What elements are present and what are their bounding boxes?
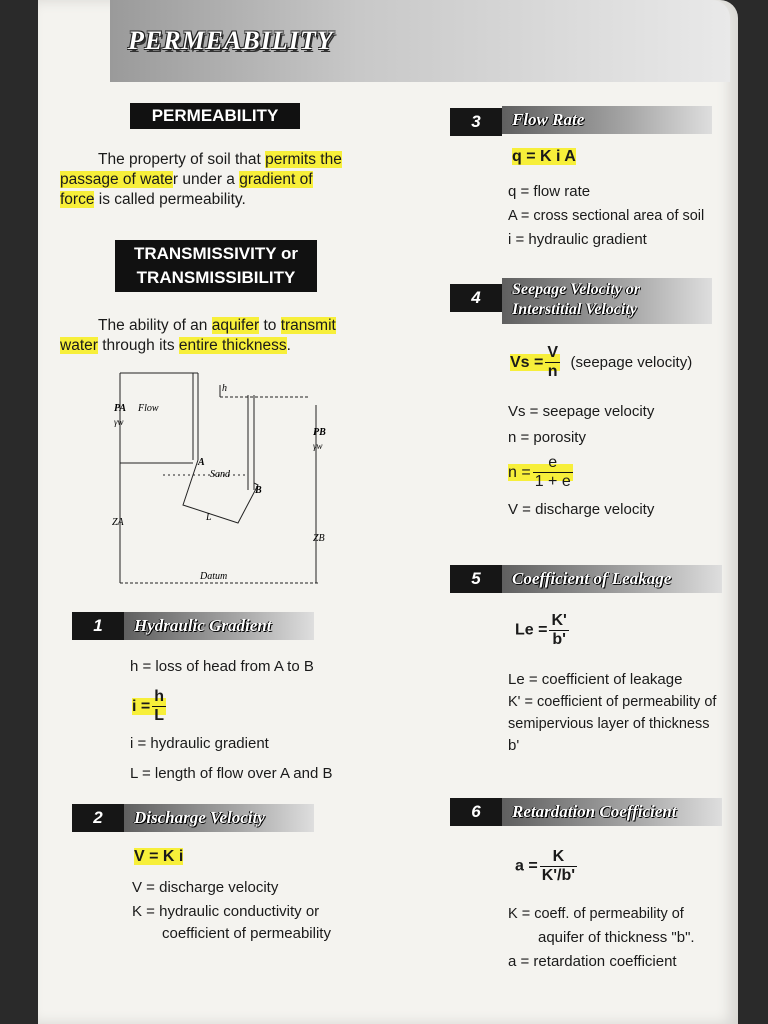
s2-line3: coefficient of permeability [162,925,331,942]
section-6-title: Retardation Coefficient [502,798,722,826]
section-2-title: Discharge Velocity [124,804,314,832]
discharge-velocity-formula: V = K i [134,848,184,865]
section-3-title: Flow Rate [502,106,712,134]
hydraulic-gradient-formula: i = $\frac{h}{L}$ [132,688,165,724]
s6-line2: aquifer of thickness "b". [538,929,695,946]
diagram-a-label: A [198,457,205,468]
diagram-l-label: L [206,512,212,523]
diagram-pa-label: PA [114,403,127,414]
section-4-title: Seepage Velocity or Interstitial Velocity [502,278,712,324]
s5-line4: b' [508,737,520,754]
section-3-number: 3 [450,108,502,136]
s5-line3: semipervious layer of thickness [508,716,710,732]
retardation-formula: a = $\frac{K}{K'/b'}$ [515,848,576,884]
section-1-title: Hydraulic Gradient [124,612,314,640]
diagram-b-label: B [255,485,262,496]
s1-line1: h = loss of head from A to B [130,658,314,675]
s6-line3: a = retardation coefficient [508,953,677,970]
section-5-number: 5 [450,565,502,593]
transmissivity-heading: TRANSMISSIVITY or TRANSMISSIBILITY [115,240,317,292]
leakage-formula: Le = $\frac{K'}{b'}$ [515,612,567,648]
transmissivity-definition: The ability of an aquifer to transmit water through its entire thickness. [60,317,336,354]
diagram-flow-label: Flow [138,403,159,414]
porosity-formula: n = $\frac{e}{1 + e}$ [508,454,571,490]
diagram-gw-a-label: γw [114,417,124,427]
section-4-number: 4 [450,284,502,312]
s5-line1: Le = coefficient of leakage [508,671,683,688]
diagram-za-label: ZA [112,517,124,528]
section-1-number: 1 [72,612,124,640]
s2-line1: V = discharge velocity [132,879,279,896]
s2-line2: K = hydraulic conductivity or [132,903,320,920]
diagram-pb-label: PB [313,427,326,438]
s4-line1: Vs = seepage velocity [508,403,655,420]
s4-line2: n = porosity [508,429,586,446]
section-5-title: Coefficient of Leakage [502,565,722,593]
section-6-number: 6 [450,798,502,826]
permeability-diagram [108,365,338,590]
permeability-heading: PERMEABILITY [130,103,300,129]
section-2-number: 2 [72,804,124,832]
flow-rate-formula: q = K i A [512,148,576,165]
diagram-zb-label: ZB [313,533,325,544]
s3-line3: i = hydraulic gradient [508,231,647,248]
s3-line2: A = cross sectional area of soil [508,208,705,224]
s4-line3: V = discharge velocity [508,501,655,518]
s3-line1: q = flow rate [508,183,591,200]
s6-line1: K = coeff. of permeability of [508,906,684,922]
diagram-gw-b-label: γw [313,441,323,451]
diagram-h-label: h [222,383,227,394]
diagram-datum-label: Datum [200,571,228,582]
page-title: PERMEABILITY [128,26,334,55]
diagram-sand-label: Sand [210,469,230,480]
permeability-definition: The property of soil that permits the passage of water under a gradient of force is called permeability. [60,151,342,208]
s5-line2: K' = coefficient of permeability of [508,694,717,710]
seepage-velocity-formula: Vs = $\frac{V}{n}$ (seepage velocity) [510,344,693,380]
s1-line3: L = length of flow over A and B [130,765,333,782]
s1-line2: i = hydraulic gradient [130,735,269,752]
